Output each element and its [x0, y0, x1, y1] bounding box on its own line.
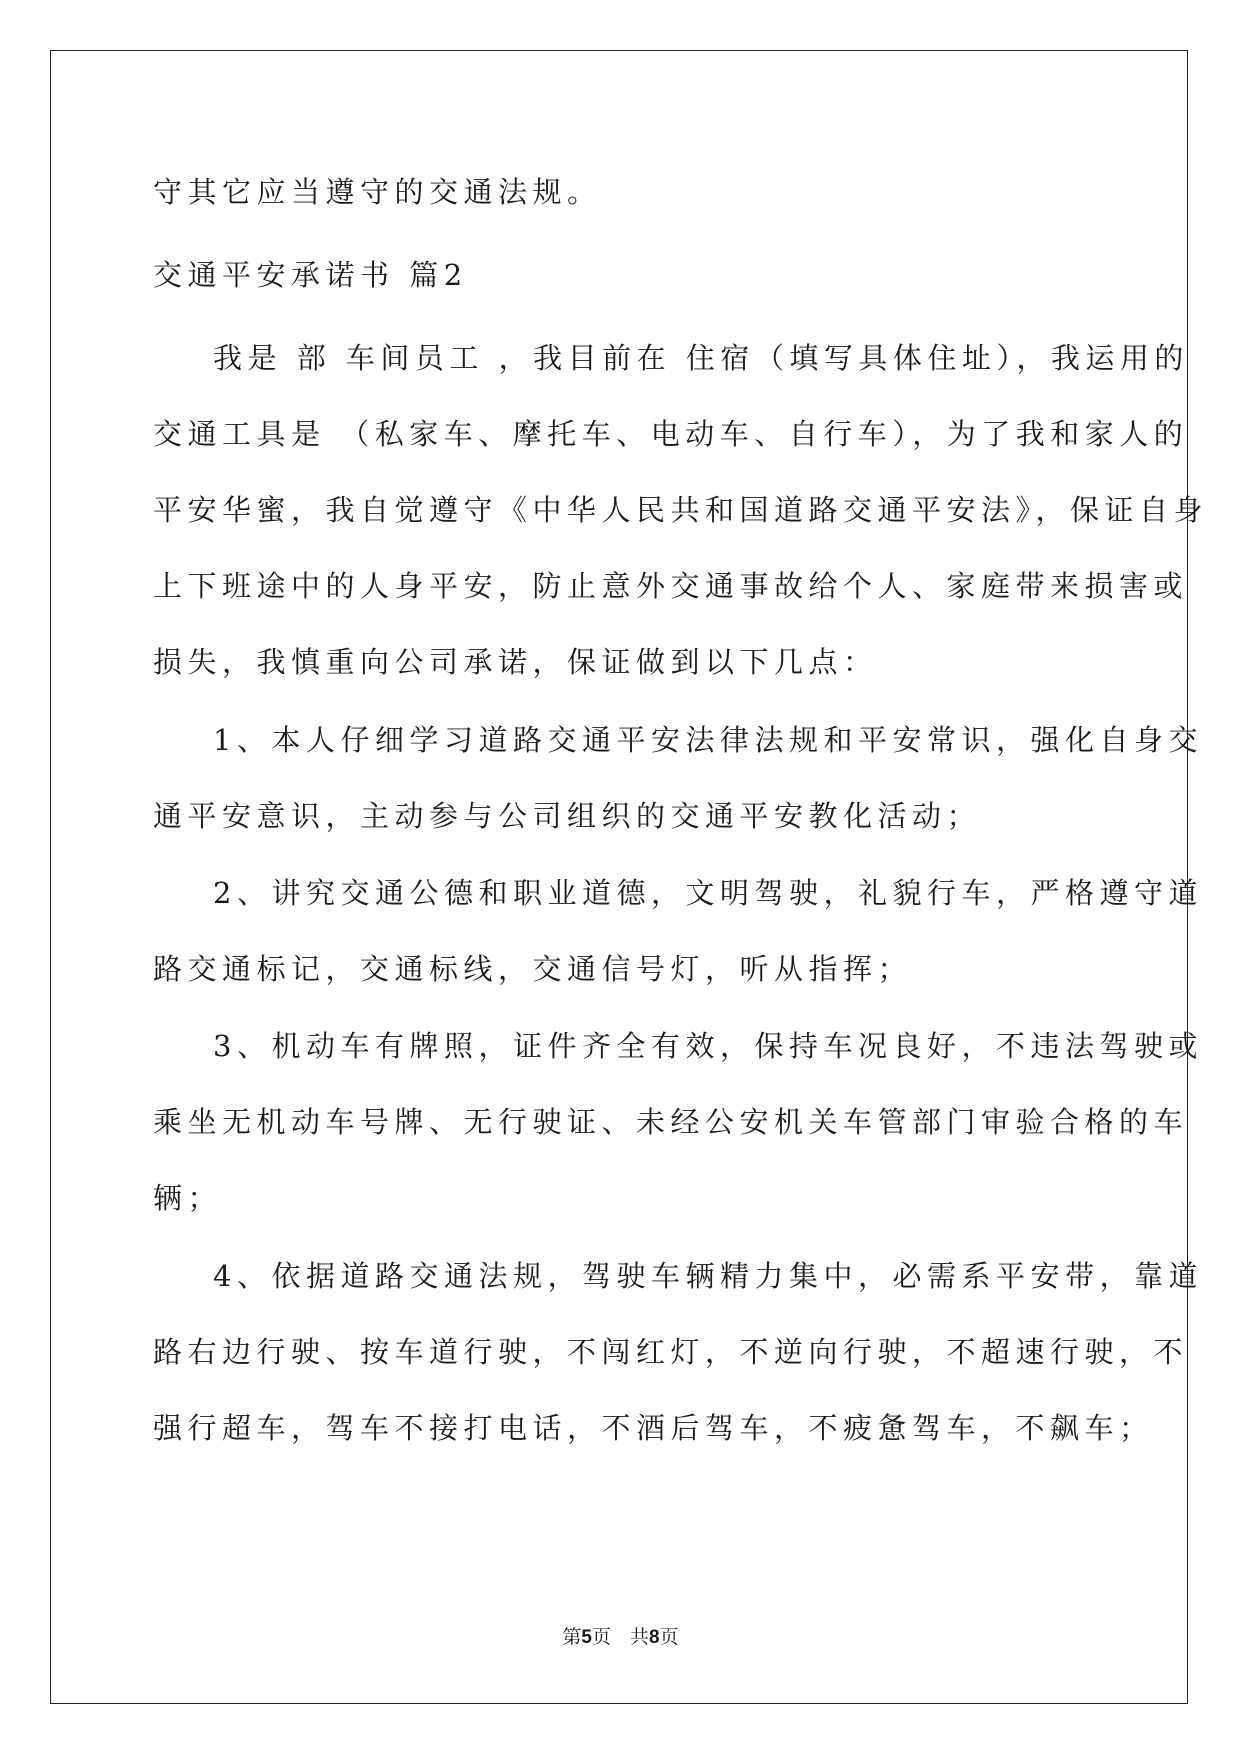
page-label-prefix: 第	[562, 1626, 582, 1648]
list-item-3-line-1: 3、机动车有牌照，证件齐全有效，保持车况良好，不违法驾驶或	[213, 1029, 1203, 1063]
page-current: 5	[581, 1627, 592, 1648]
body-line-3: 我是 部 车间员工 ，我目前在 住宿（填写具体住址），我运用的	[213, 341, 1189, 375]
page-label-mid: 页 共	[591, 1626, 649, 1648]
list-item-4-line-3: 强行超车，驾车不接打电话，不酒后驾车，不疲惫驾车，不飙车；	[153, 1411, 1154, 1445]
page-footer	[0, 1622, 1241, 1649]
body-line-6: 上下班途中的人身平安，防止意外交通事故给个人、家庭带来损害或	[153, 569, 1189, 603]
body-line-5: 平安华蜜，我自觉遵守《中华人民共和国道路交通平安法》，保证自身	[153, 493, 1209, 527]
body-line-1: 守其它应当遵守的交通法规。	[153, 175, 602, 209]
list-item-1-line-2: 通平安意识，主动参与公司组织的交通平安教化活动；	[153, 799, 982, 833]
body-line-7: 损失，我慎重向公司承诺，保证做到以下几点：	[153, 645, 878, 679]
body-line-4: 交通工具是 （私家车、摩托车、电动车、自行车），为了我和家人的	[153, 417, 1189, 451]
list-item-4-line-2: 路右边行驶、按车道行驶，不闯红灯，不逆向行驶，不超速行驶，不	[153, 1335, 1189, 1369]
list-item-3-line-2: 乘坐无机动车号牌、无行驶证、未经公安机关车管部门审验合格的车	[153, 1105, 1189, 1139]
list-item-2-line-2: 路交通标记，交通标线，交通信号灯，听从指挥；	[153, 952, 913, 986]
list-item-4-line-1: 4、依据道路交通法规，驾驶车辆精力集中，必需系平安带，靠道	[213, 1259, 1203, 1293]
page-label-suffix: 页	[659, 1626, 679, 1648]
list-item-3-line-3: 辆；	[153, 1181, 223, 1215]
section-title: 交通平安承诺书 篇2	[153, 258, 468, 292]
list-item-2-line-1: 2、讲究交通公德和职业道德，文明驾驶，礼貌行车，严格遵守道	[213, 876, 1203, 910]
page-total: 8	[649, 1627, 660, 1648]
list-item-1-line-1: 1、本人仔细学习道路交通平安法律法规和平安常识，强化自身交	[213, 723, 1203, 757]
